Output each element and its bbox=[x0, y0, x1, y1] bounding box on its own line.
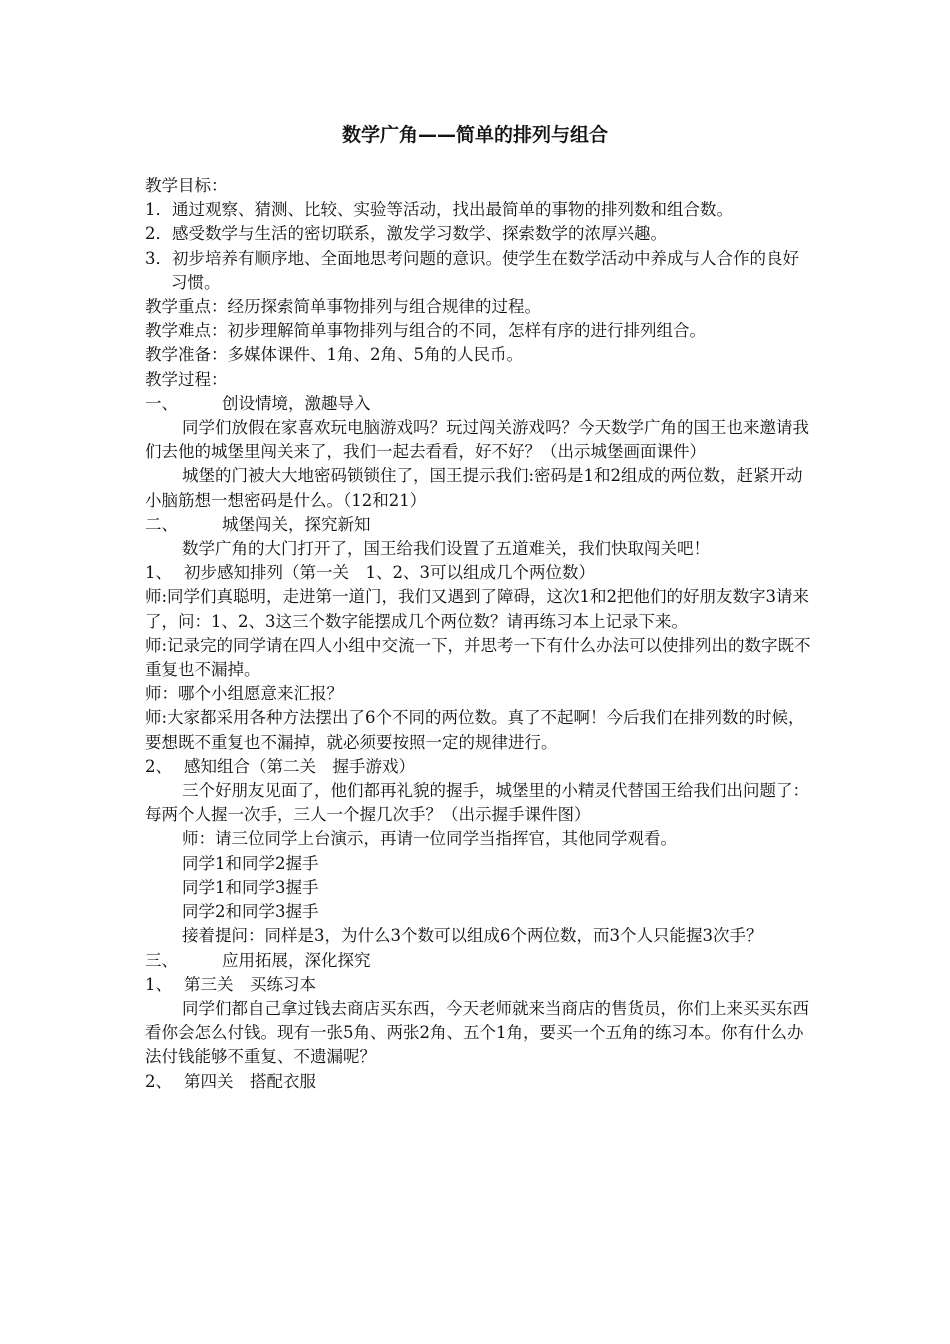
subsection-heading bbox=[145, 1070, 813, 1094]
heading-text: 第三关 买练习本 bbox=[184, 974, 316, 994]
subsection-heading bbox=[145, 755, 813, 779]
heading-number: 2、 bbox=[145, 1071, 172, 1091]
paragraph: 3．初步培养有顺序地、全面地思考问题的意识。使学生在数学活动中养成与人合作的良好习惯。 bbox=[145, 248, 799, 292]
paragraph: 接着提问：同样是3，为什么3个数可以组成6个两位数，而3个人只能握3次手？ bbox=[182, 926, 763, 946]
paragraph: 教学重点：经历探索简单事物排列与组合规律的过程。 bbox=[145, 297, 541, 317]
heading-text: 第四关 搭配衣服 bbox=[184, 1071, 316, 1091]
heading-number: 1、 bbox=[145, 563, 172, 583]
paragraph: 2．感受数学与生活的密切联系，激发学习数学、探索数学的浓厚兴趣。 bbox=[145, 224, 667, 244]
paragraph: 教学难点：初步理解简单事物排列与组合的不同，怎样有序的进行排列组合。 bbox=[145, 321, 706, 341]
document-body bbox=[145, 174, 813, 1094]
subsection-heading bbox=[145, 973, 813, 997]
paragraph: 同学2和同学3握手 bbox=[182, 902, 319, 922]
paragraph: 同学1和同学3握手 bbox=[182, 877, 319, 897]
paragraph: 师:同学们真聪明，走进第一道门，我们又遇到了障碍，这次1和2把他们的好朋友数字3请来了，问：1、2、3这三个数字能摆成几个两位数？请再练习本上记录下来。 bbox=[145, 587, 810, 631]
paragraph: 教学过程： bbox=[145, 369, 228, 389]
heading-text: 城堡闯关，探究新知 bbox=[222, 514, 371, 534]
paragraph: 师:记录完的同学请在四人小组中交流一下，并思考一下有什么办法可以使排列出的数字既不重复也不漏掉。 bbox=[145, 635, 811, 680]
heading-number: 1、 bbox=[145, 974, 172, 994]
heading-text: 创设情境，激趣导入 bbox=[222, 393, 371, 413]
heading-text: 应用拓展，深化探究 bbox=[222, 950, 371, 970]
heading-number: 一、 bbox=[145, 393, 178, 413]
heading-text: 初步感知排列（第一关 1、2、3可以组成几个两位数） bbox=[184, 563, 595, 583]
paragraph: 师:大家都采用各种方法摆出了6个不同的两位数。真了不起啊！今后我们在排列数的时候，要想既不重复也不漏掉，就必须要按照一定的规律进行。 bbox=[145, 708, 805, 752]
paragraph: 教学目标： bbox=[145, 176, 228, 195]
paragraph: 三个好朋友见面了，他们都再礼貌的握手，城堡里的小精灵代替国王给我们出问题了：每两个人握一次手，三人一个握几次手？（出示握手课件图） bbox=[145, 781, 809, 825]
document-title: 数学广角——简单的排列与组合 bbox=[341, 124, 608, 146]
paragraph: 1．通过观察、猜测、比较、实验等活动，找出最简单的事物的排列数和组合数。 bbox=[145, 200, 733, 220]
paragraph: 数学广角的大门打开了，国王给我们设置了五道难关，我们快取闯关吧！ bbox=[182, 539, 710, 559]
paragraph: 同学1和同学2握手 bbox=[182, 853, 319, 873]
heading-number: 三、 bbox=[145, 950, 178, 970]
heading-number: 2、 bbox=[145, 756, 172, 776]
section-heading bbox=[145, 513, 813, 537]
paragraph: 师：请三位同学上台演示，再请一位同学当指挥官，其他同学观看。 bbox=[182, 829, 677, 849]
heading-number: 二、 bbox=[145, 514, 178, 534]
paragraph: 师：哪个小组愿意来汇报？ bbox=[145, 684, 343, 704]
paragraph: 同学们都自己拿过钱去商店买东西，今天老师就来当商店的售货员，你们上来买买东西看你会怎么付钱。现有一张5角、两张2角、五个1角，要买一个五角的练习本。你有什么办法付钱能够不重复、不遗漏呢？ bbox=[145, 998, 809, 1067]
paragraph: 同学们放假在家喜欢玩电脑游戏吗？玩过闯关游戏吗？今天数学广角的国王也来邀请我们去他的城堡里闯关来了，我们一起去看看，好不好？（出示城堡画面课件） bbox=[145, 418, 809, 462]
subsection-heading bbox=[145, 561, 813, 585]
paragraph: 教学准备：多媒体课件、1角、2角、5角的人民币。 bbox=[145, 345, 523, 365]
heading-text: 感知组合（第二关 握手游戏） bbox=[184, 756, 415, 776]
section-heading bbox=[145, 949, 813, 973]
paragraph: 城堡的门被大大地密码锁锁住了，国王提示我们:密码是1和2组成的两位数，赶紧开动小脑筋想一想密码是什么。（12和21） bbox=[145, 466, 803, 510]
section-heading bbox=[145, 392, 813, 416]
